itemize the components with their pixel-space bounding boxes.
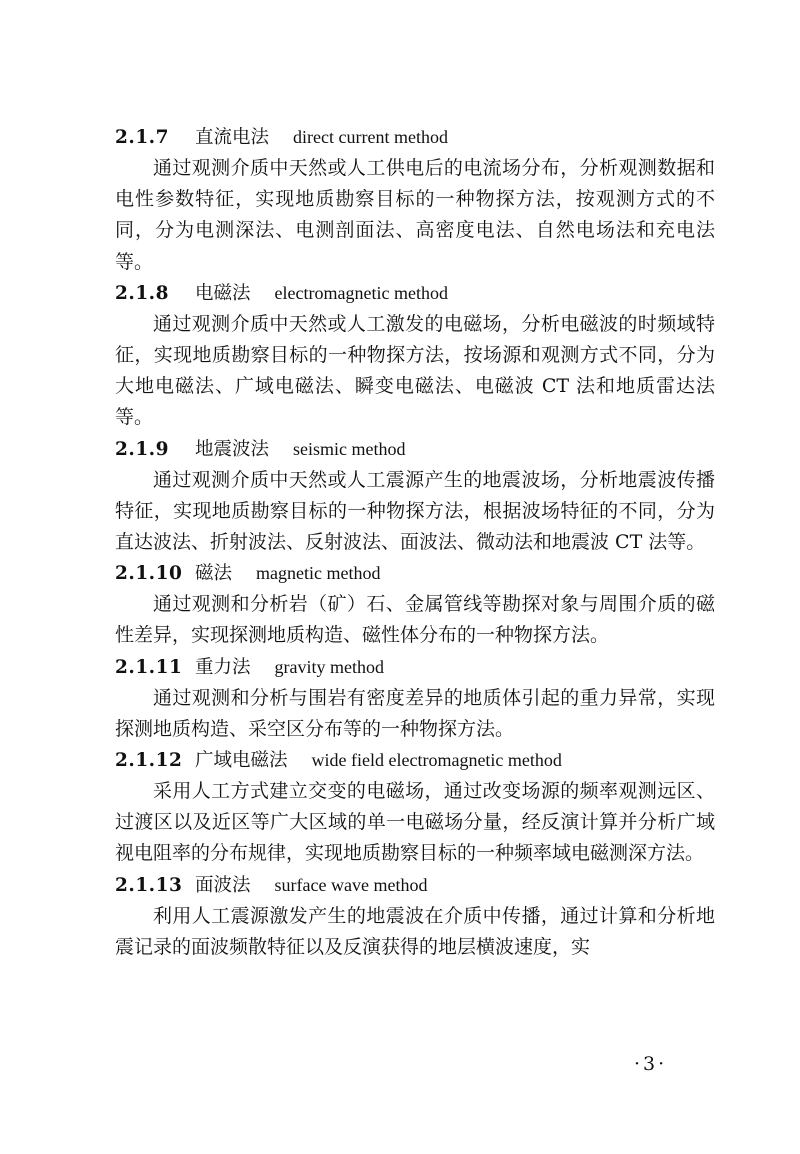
term-definition: 通过观测介质中天然或人工激发的电磁场，分析电磁波的时频域特征，实现地质勘察目标的一种物探方法，按场源和观测方式不同，分为大地电磁法、广域电磁法、瞬变电磁法、电磁波 CT 法和地质雷达法等。 (115, 312, 715, 429)
term-number: 2.1.7 (115, 127, 169, 148)
term-definition: 通过观测介质中天然或人工供电后的电流场分布，分析观测数据和电性参数特征，实现地质勘察目标的一种物探方法，按观测方式的不同，分为电测深法、电测剖面法、高密度电法、自然电场法和充电法等。 (115, 157, 715, 273)
term-chinese: 面波法 (195, 874, 251, 896)
term-chinese: 地震波法 (195, 438, 270, 460)
page-number: ·3· (634, 1053, 668, 1075)
term-number: 2.1.10 (115, 563, 183, 585)
term-english: wide field electromagnetic method (311, 750, 562, 771)
term-english: electromagnetic method (274, 282, 448, 303)
term-heading (115, 652, 715, 683)
term-number: 2.1.8 (115, 282, 169, 304)
term-entry-2-1-11 (115, 652, 715, 745)
term-definition: 通过观测和分析与围岩有密度差异的地质体引起的重力异常，实现探测地质构造、采空区分布等的一种物探方法。 (115, 686, 715, 740)
term-definition: 利用人工震源激发产生的地震波在介质中传播，通过计算和分析地震记录的面波频散特征以及反演获得的地层横波速度，实 (115, 904, 715, 958)
term-number: 2.1.9 (115, 438, 169, 460)
term-english: surface wave method (274, 874, 428, 895)
term-entry-2-1-8 (115, 278, 715, 434)
term-heading (115, 122, 715, 153)
term-chinese: 广域电磁法 (195, 750, 288, 772)
term-english: direct current method (293, 127, 448, 147)
term-entry-2-1-13 (115, 870, 715, 963)
term-heading (115, 870, 715, 901)
page-content (115, 122, 715, 963)
term-entry-2-1-10 (115, 558, 715, 651)
term-entry-2-1-9 (115, 434, 715, 559)
term-definition: 通过观测和分析岩（矿）石、金属管线等勘探对象与周围介质的磁性差异，实现探测地质构造、磁性体分布的一种物探方法。 (115, 593, 715, 647)
term-definition: 采用人工方式建立交变的电磁场，通过改变场源的频率观测远区、过渡区以及近区等广大区域的单一电磁场分量，经反演计算并分析广域视电阻率的分布规律，实现地质勘察目标的一种频率域电磁测深方法。 (115, 780, 715, 865)
term-chinese: 磁法 (195, 563, 233, 585)
term-definition: 通过观测介质中天然或人工震源产生的地震波场，分析地震波传播特征，实现地质勘察目标的一种物探方法，根据波场特征的不同，分为直达波法、折射波法、反射波法、面波法、微动法和地震波 CT 法等。 (115, 468, 715, 554)
term-number: 2.1.11 (115, 656, 183, 678)
term-entry-2-1-7 (115, 122, 715, 278)
term-chinese: 重力法 (195, 656, 251, 678)
term-english: magnetic method (256, 563, 381, 584)
term-heading (115, 745, 715, 776)
term-number: 2.1.13 (115, 874, 183, 896)
term-english: seismic method (293, 438, 406, 459)
term-heading (115, 278, 715, 309)
term-heading (115, 558, 715, 589)
term-heading (115, 434, 715, 465)
term-number: 2.1.12 (115, 750, 183, 772)
term-chinese: 直流电法 (195, 127, 270, 148)
term-english: gravity method (274, 656, 384, 677)
term-chinese: 电磁法 (195, 282, 251, 304)
term-entry-2-1-12 (115, 745, 715, 870)
